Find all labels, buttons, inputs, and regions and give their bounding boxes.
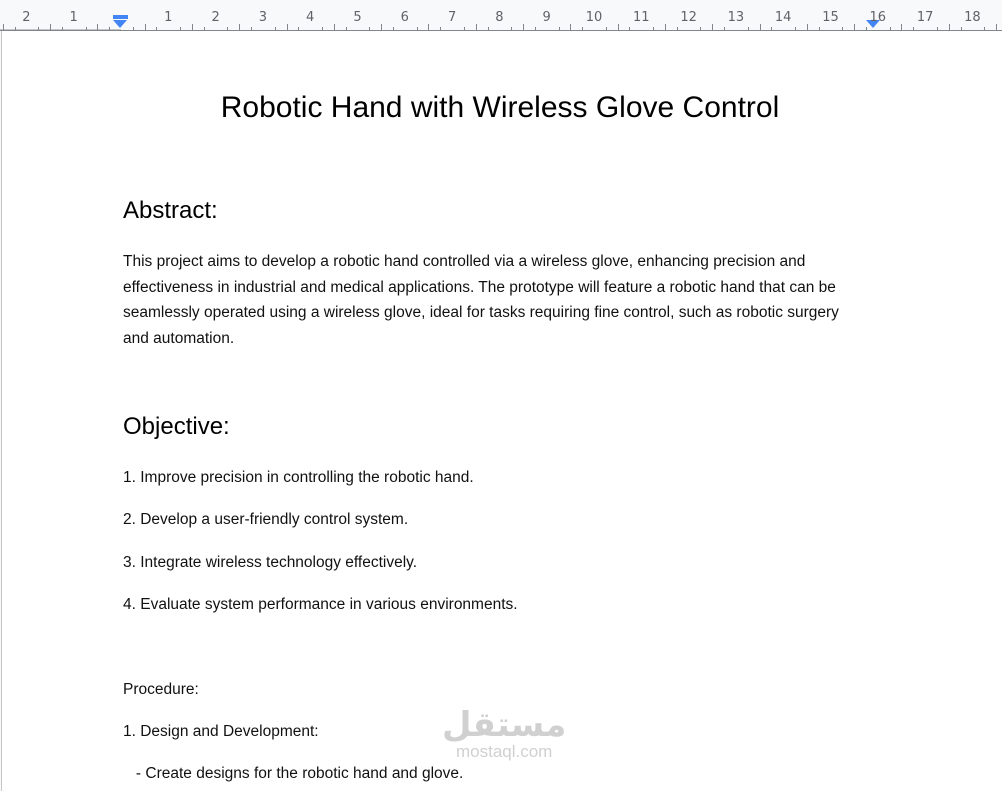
ruler-tick bbox=[677, 27, 678, 30]
ruler-tick bbox=[204, 27, 205, 30]
ruler-tick bbox=[854, 24, 855, 30]
ruler-tick bbox=[322, 27, 323, 30]
ruler-number: 8 bbox=[495, 10, 504, 25]
ruler-tick bbox=[97, 24, 98, 30]
ruler-tick bbox=[984, 27, 985, 30]
ruler-tick bbox=[618, 24, 619, 30]
ruler-tick bbox=[251, 27, 252, 30]
ruler-number: 15 bbox=[822, 10, 839, 25]
ruler-tick bbox=[86, 27, 87, 30]
ruler-tick bbox=[192, 24, 193, 30]
ruler-tick bbox=[700, 27, 701, 30]
first-line-indent-handle[interactable] bbox=[113, 15, 128, 19]
procedure-item: - Create designs for the robotic hand and glove. bbox=[123, 765, 464, 782]
ruler-tick bbox=[937, 27, 938, 30]
ruler-tick bbox=[511, 27, 512, 30]
ruler-number: 5 bbox=[353, 10, 362, 25]
objective-item: 1. Improve precision in controlling the robotic hand. bbox=[123, 469, 474, 486]
objective-item: 3. Integrate wireless technology effectively. bbox=[123, 554, 418, 571]
ruler-tick bbox=[298, 27, 299, 30]
ruler-tick bbox=[559, 27, 560, 30]
ruler-tick bbox=[145, 24, 146, 30]
procedure-item: 1. Design and Development: bbox=[123, 723, 319, 740]
ruler-number: 6 bbox=[400, 10, 409, 25]
ruler-number: 12 bbox=[680, 10, 697, 25]
ruler-tick bbox=[913, 27, 914, 30]
ruler-tick bbox=[748, 27, 749, 30]
watermark-text: mostaql.com bbox=[455, 742, 553, 761]
ruler-tick bbox=[535, 27, 536, 30]
objective-item: 4. Evaluate system performance in various environments. bbox=[123, 596, 518, 613]
mostaql-watermark bbox=[442, 707, 566, 761]
ruler-tick bbox=[653, 27, 654, 30]
ruler-tick bbox=[712, 24, 713, 30]
ruler-tick bbox=[795, 27, 796, 30]
watermark-logo: مستقل bbox=[442, 705, 567, 745]
ruler-tick bbox=[156, 27, 157, 30]
ruler-tick bbox=[381, 24, 382, 30]
ruler-tick bbox=[3, 24, 4, 30]
ruler-tick bbox=[38, 27, 39, 30]
ruler-tick bbox=[901, 24, 902, 30]
ruler-tick bbox=[996, 24, 997, 30]
ruler-number: 10 bbox=[585, 10, 603, 25]
ruler-number: 9 bbox=[542, 10, 551, 25]
left-indent-handle[interactable] bbox=[113, 20, 127, 28]
ruler-tick bbox=[393, 27, 394, 30]
ruler-number: 17 bbox=[916, 10, 934, 25]
ruler-tick bbox=[842, 27, 843, 30]
ruler-tick bbox=[570, 24, 571, 30]
ruler-number: 4 bbox=[306, 10, 315, 25]
document-page[interactable] bbox=[1, 31, 1002, 791]
ruler-tick bbox=[133, 27, 134, 30]
ruler-number: 18 bbox=[964, 10, 981, 25]
ruler-tick bbox=[665, 24, 666, 30]
ruler-tick bbox=[369, 27, 370, 30]
ruler-number: 1 bbox=[69, 10, 78, 25]
abstract-paragraph: This project aims to develop a robotic hand controlled via a wireless glove, enhancing precision and effectiveness in industrial and medical applications. The prototype will feature a robotic hand that can be seamlessly operated using a wireless glove, ideal for tasks requiring fine control, such as robotic surgery and automation. bbox=[123, 253, 839, 347]
ruler-tick bbox=[346, 27, 347, 30]
ruler-number: 2 bbox=[22, 10, 31, 25]
ruler-tick bbox=[180, 27, 181, 30]
ruler-number: 16 bbox=[869, 10, 887, 25]
ruler-number: 13 bbox=[727, 10, 745, 25]
ruler-tick bbox=[961, 27, 962, 30]
ruler-tick bbox=[440, 27, 441, 30]
ruler-number: 7 bbox=[447, 10, 457, 25]
ruler-tick bbox=[15, 27, 16, 30]
ruler-tick bbox=[523, 24, 524, 30]
ruler-tick bbox=[428, 24, 429, 30]
ruler-tick bbox=[771, 27, 772, 30]
horizontal-ruler[interactable] bbox=[0, 0, 1002, 31]
ruler-tick bbox=[866, 27, 867, 30]
ruler-tick bbox=[629, 27, 630, 30]
ruler-tick bbox=[50, 24, 51, 30]
ruler-tick bbox=[464, 27, 465, 30]
ruler-tick bbox=[724, 27, 725, 30]
ruler-tick bbox=[275, 27, 276, 30]
ruler-tick bbox=[287, 24, 288, 30]
ruler-tick bbox=[417, 27, 418, 30]
ruler-tick bbox=[488, 27, 489, 30]
ruler-tick bbox=[334, 24, 335, 30]
ruler-tick bbox=[227, 27, 228, 30]
ruler-tick bbox=[807, 24, 808, 30]
ruler-tick bbox=[239, 24, 240, 30]
ruler-tick bbox=[606, 27, 607, 30]
ruler-number: 1 bbox=[164, 10, 173, 25]
ruler-tick bbox=[476, 24, 477, 30]
ruler-number: 14 bbox=[774, 10, 792, 25]
ruler-number: 3 bbox=[258, 10, 268, 25]
ruler-tick bbox=[582, 27, 583, 30]
ruler-tick bbox=[890, 27, 891, 30]
ruler-tick bbox=[949, 24, 950, 30]
objective-heading: Objective: bbox=[123, 413, 230, 440]
ruler-tick bbox=[62, 27, 63, 30]
ruler-number: 11 bbox=[633, 10, 650, 25]
ruler-number: 2 bbox=[211, 10, 220, 25]
procedure-heading: Procedure: bbox=[123, 681, 199, 698]
abstract-heading: Abstract: bbox=[123, 197, 218, 224]
ruler-tick bbox=[109, 27, 110, 30]
ruler-tick bbox=[819, 27, 820, 30]
document-title: Robotic Hand with Wireless Glove Control bbox=[220, 91, 780, 124]
ruler-tick bbox=[760, 24, 761, 30]
objective-item: 2. Develop a user-friendly control system. bbox=[123, 511, 409, 528]
